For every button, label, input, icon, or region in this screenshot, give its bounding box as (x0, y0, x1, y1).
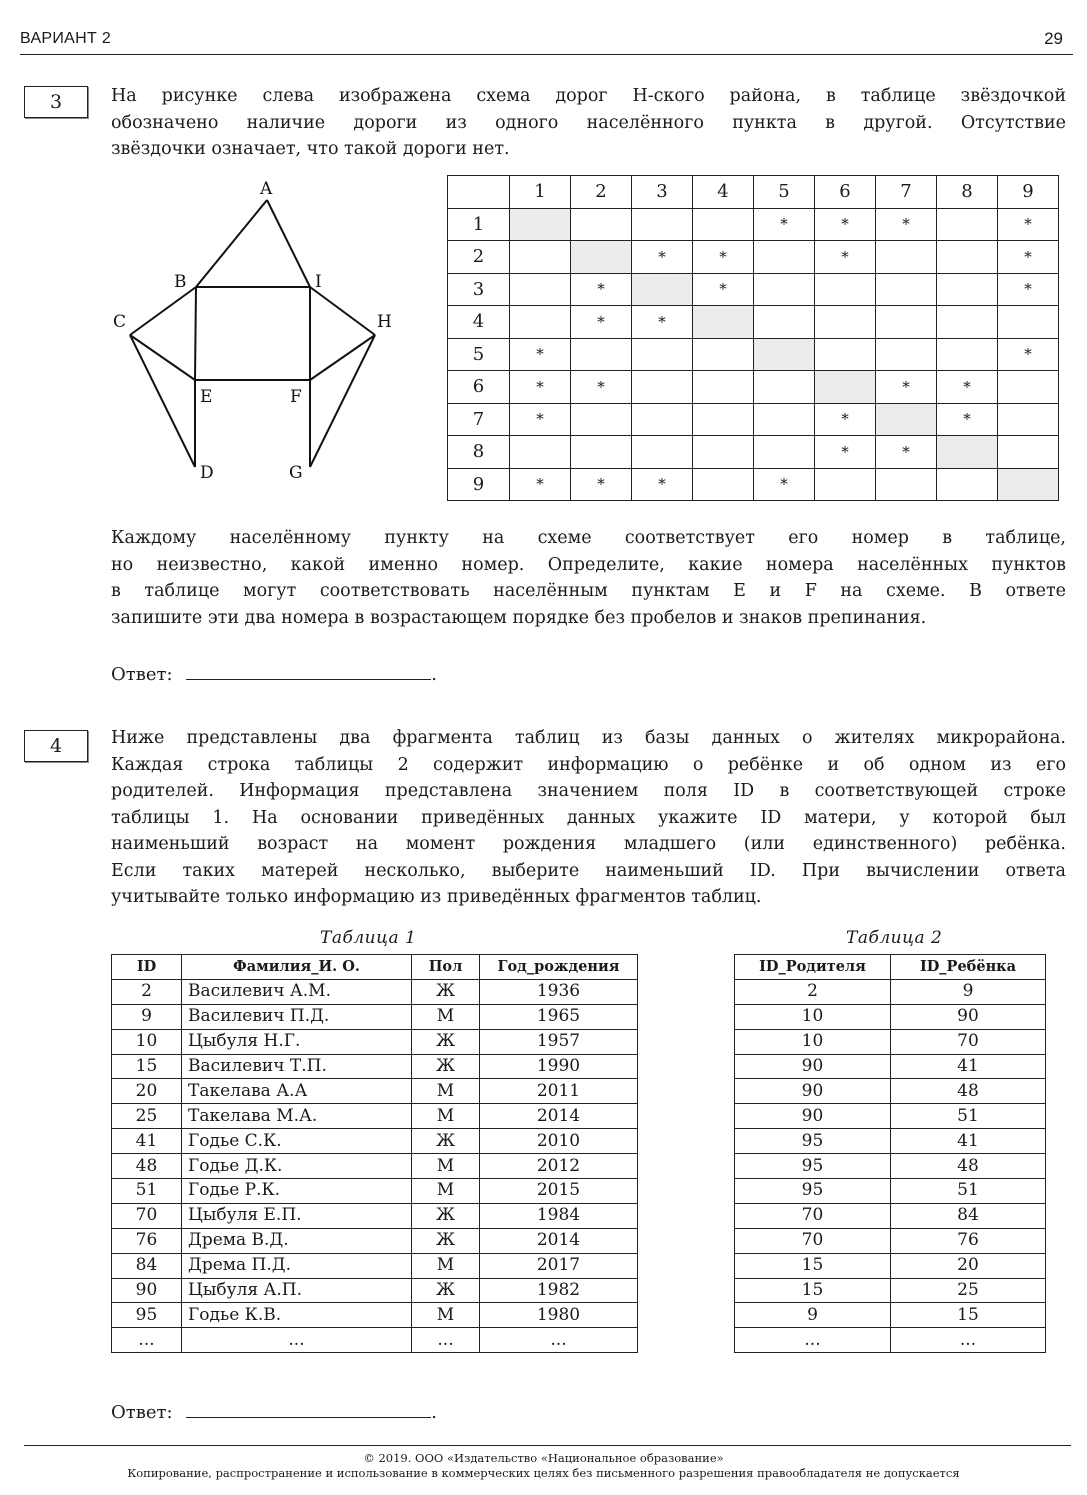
table-1-cell: М (412, 1104, 480, 1129)
task-4-text-line: Ниже представлены два фрагмента таблиц из базы данных о жителях микрорайона. (111, 728, 1066, 748)
table-2-cell: 95 (735, 1129, 891, 1154)
task-4-answer-field[interactable] (186, 1403, 431, 1418)
table-2-cell: 90 (891, 1004, 1046, 1029)
adjacency-cell: * (510, 338, 571, 371)
table-1-cell: 51 (112, 1179, 182, 1204)
table-2-cell: 41 (891, 1054, 1046, 1079)
adjacency-cell: * (815, 436, 876, 469)
table-1-cell: Такелава А.А (182, 1079, 412, 1104)
adjacency-row-header: 8 (448, 436, 510, 469)
table-1-row (112, 1154, 638, 1179)
table-2-cell: 41 (891, 1129, 1046, 1154)
adjacency-cell (693, 468, 754, 501)
road-edges (130, 200, 375, 467)
road-C-E (130, 335, 195, 380)
adjacency-diagonal-cell (510, 208, 571, 241)
adjacency-cell (510, 306, 571, 339)
table-2-cell: 9 (735, 1303, 891, 1328)
table-1-cell: ... (112, 1328, 182, 1353)
adjacency-cell (876, 468, 937, 501)
adjacency-cell (510, 273, 571, 306)
road-I-H (310, 287, 375, 335)
node-label-I: I (315, 272, 322, 292)
adjacency-cell (571, 436, 632, 469)
variant-label: ВАРИАНТ 2 (20, 30, 112, 47)
task-4-answer-period: . (431, 1402, 437, 1423)
table-1-cell: М (412, 1154, 480, 1179)
table-1-cell: 9 (112, 1004, 182, 1029)
table-1-cell: 76 (112, 1228, 182, 1253)
table-2-row (735, 1328, 1046, 1353)
table-1-cell: 1957 (480, 1029, 638, 1054)
task-3-intro-line: звёздочки означает, что такой дороги нет. (111, 139, 510, 159)
adjacency-row (448, 208, 1059, 241)
adjacency-diagonal-cell (754, 338, 815, 371)
table-1-cell: 25 (112, 1104, 182, 1129)
table-2-cell: 48 (891, 1154, 1046, 1179)
task-3-intro-line: На рисунке слева изображена схема дорог Н-ского района, в таблице звёздочкой (111, 86, 1066, 106)
table-1-row (112, 1004, 638, 1029)
adjacency-cell (876, 338, 937, 371)
table-1-cell: 1980 (480, 1303, 638, 1328)
task-3-number-box (24, 86, 88, 118)
task-4-text (111, 725, 1066, 911)
adjacency-row (448, 371, 1059, 404)
table-1-cell: 84 (112, 1253, 182, 1278)
table-1-row (112, 1253, 638, 1278)
table-2-row (735, 1179, 1046, 1204)
adjacency-cell: * (571, 468, 632, 501)
task-3-answer-row (111, 664, 437, 685)
adjacency-cell (876, 241, 937, 274)
table-2-row (735, 1154, 1046, 1179)
adjacency-cell (632, 436, 693, 469)
table-1-cell: 15 (112, 1054, 182, 1079)
adjacency-row-header: 7 (448, 403, 510, 436)
adjacency-diagonal-cell (693, 306, 754, 339)
adjacency-cell: * (510, 403, 571, 436)
adjacency-corner-cell (448, 176, 510, 209)
road-B-E (195, 287, 196, 380)
table-1-cell: 90 (112, 1278, 182, 1303)
adjacency-cell: * (998, 273, 1059, 306)
adjacency-row (448, 468, 1059, 501)
table-1-cell: 95 (112, 1303, 182, 1328)
table-2-row (735, 1104, 1046, 1129)
table-2-cell: 95 (735, 1154, 891, 1179)
adjacency-diagonal-cell (571, 241, 632, 274)
table-2-cell: 10 (735, 1029, 891, 1054)
table-1-cell: Цыбуля А.П. (182, 1278, 412, 1303)
adjacency-cell: * (632, 468, 693, 501)
task-3-question-line: но неизвестно, какой именно номер. Определите, какие номера населённых пунктов (111, 554, 1066, 575)
adjacency-cell: * (571, 273, 632, 306)
adjacency-cell (632, 338, 693, 371)
task-3-intro-line: обозначено наличие дороги из одного населённого пункта в другой. Отсутствие (111, 112, 1066, 133)
adjacency-cell: * (754, 468, 815, 501)
table-2-row (735, 1253, 1046, 1278)
table-2-cell: 15 (735, 1253, 891, 1278)
table-1-cell: 1982 (480, 1278, 638, 1303)
adjacency-column-header: 6 (815, 176, 876, 209)
node-label-E: E (200, 387, 213, 407)
adjacency-column-header: 4 (693, 176, 754, 209)
table-1-cell: М (412, 1179, 480, 1204)
adjacency-cell: * (998, 208, 1059, 241)
table-1-cell: Ж (412, 1278, 480, 1303)
adjacency-cell (815, 338, 876, 371)
table-1-header-row (112, 955, 638, 980)
table-1-cell: 48 (112, 1154, 182, 1179)
table-1-cell: Ж (412, 1054, 480, 1079)
adjacency-cell: * (815, 241, 876, 274)
table-1-cell: 2012 (480, 1154, 638, 1179)
table-1-row (112, 1203, 638, 1228)
task-3-question-line: в таблице могут соответствовать населённым пунктам E и F на схеме. В ответе (111, 581, 1066, 601)
node-label-D: D (200, 463, 214, 483)
table-2-cell: 70 (891, 1029, 1046, 1054)
table-1-cell: 1984 (480, 1203, 638, 1228)
table-1-cell: 20 (112, 1079, 182, 1104)
adjacency-cell (998, 436, 1059, 469)
table-2-row (735, 1228, 1046, 1253)
adjacency-cell (754, 306, 815, 339)
adjacency-cell (998, 306, 1059, 339)
task-4-text-line: учитывайте только информацию из приведённых фрагментов таблиц. (111, 887, 762, 907)
adjacency-cell: * (876, 436, 937, 469)
adjacency-row (448, 338, 1059, 371)
table-1-cell: 2 (112, 979, 182, 1004)
table-1-cell: 2010 (480, 1129, 638, 1154)
table-1-cell: 2011 (480, 1079, 638, 1104)
table-1-cell: Цыбуля Н.Г. (182, 1029, 412, 1054)
task-3-answer-label: Ответ: (111, 664, 173, 685)
table-1-cell: Дрема П.Д. (182, 1253, 412, 1278)
table-1-cell: 2014 (480, 1104, 638, 1129)
table-1 (111, 954, 638, 1353)
table-1-cell: Ж (412, 979, 480, 1004)
table-1-cell: 41 (112, 1129, 182, 1154)
table-2 (734, 954, 1046, 1353)
table-2-cell: 90 (735, 1079, 891, 1104)
adjacency-cell (571, 338, 632, 371)
node-label-C: C (113, 312, 127, 332)
table-2-row (735, 1004, 1046, 1029)
table-2-cell: 70 (735, 1203, 891, 1228)
road-H-G (310, 335, 375, 467)
adjacency-cell (937, 306, 998, 339)
adjacency-diagonal-cell (998, 468, 1059, 501)
table-1-row (112, 1278, 638, 1303)
task-3-question (111, 525, 1066, 631)
adjacency-row-header: 2 (448, 241, 510, 274)
footer-copyright: © 2019. ООО «Издательство «Национальное образование» (363, 1451, 724, 1465)
adjacency-cell: * (754, 208, 815, 241)
adjacency-row-header: 3 (448, 273, 510, 306)
adjacency-row-header: 4 (448, 306, 510, 339)
adjacency-table (447, 175, 1059, 501)
adjacency-cell (510, 241, 571, 274)
table-1-cell: М (412, 1004, 480, 1029)
adjacency-row (448, 403, 1059, 436)
task-3-answer-period: . (431, 664, 437, 685)
road-node-labels (113, 179, 392, 483)
adjacency-cell (632, 208, 693, 241)
adjacency-cell (937, 468, 998, 501)
task-4-number: 4 (49, 735, 63, 757)
adjacency-diagonal-cell (632, 273, 693, 306)
table-2-cell: 10 (735, 1004, 891, 1029)
table-1-cell: М (412, 1303, 480, 1328)
adjacency-cell: * (815, 208, 876, 241)
task-4-number-box (24, 730, 88, 762)
table-2-caption: Таблица 2 (846, 928, 943, 948)
adjacency-cell (693, 436, 754, 469)
table-1-cell: 10 (112, 1029, 182, 1054)
adjacency-cell: * (937, 403, 998, 436)
adjacency-cell (876, 273, 937, 306)
table-2-cell: 90 (735, 1104, 891, 1129)
adjacency-column-header: 8 (937, 176, 998, 209)
adjacency-cell: * (632, 241, 693, 274)
adjacency-cell: * (937, 371, 998, 404)
road-B-C (130, 287, 196, 335)
table-2-cell: 48 (891, 1079, 1046, 1104)
table-2-cell: 20 (891, 1253, 1046, 1278)
adjacency-row (448, 273, 1059, 306)
table-2-row (735, 1278, 1046, 1303)
adjacency-cell: * (815, 403, 876, 436)
adjacency-cell (571, 403, 632, 436)
adjacency-column-header: 7 (876, 176, 937, 209)
adjacency-cell (693, 371, 754, 404)
table-1-column-header: Пол (412, 955, 480, 980)
adjacency-cell: * (510, 371, 571, 404)
table-1-cell: ... (412, 1328, 480, 1353)
table-2-cell: 95 (735, 1179, 891, 1204)
table-1-cell: Цыбуля Е.П. (182, 1203, 412, 1228)
adjacency-cell (754, 273, 815, 306)
table-1-cell: Ж (412, 1029, 480, 1054)
adjacency-cell (632, 371, 693, 404)
adjacency-cell (876, 306, 937, 339)
adjacency-cell: * (876, 208, 937, 241)
adjacency-cell (754, 403, 815, 436)
table-2-column-header: ID_Родителя (735, 955, 891, 980)
table-1-cell: Дрема В.Д. (182, 1228, 412, 1253)
adjacency-cell (998, 371, 1059, 404)
adjacency-cell (937, 273, 998, 306)
table-1-cell: 1936 (480, 979, 638, 1004)
table-1-cell: Годье К.В. (182, 1303, 412, 1328)
table-1-cell: 1990 (480, 1054, 638, 1079)
node-label-A: A (260, 179, 273, 199)
table-2-cell: 15 (735, 1278, 891, 1303)
table-1-cell: Ж (412, 1228, 480, 1253)
table-2-cell: 51 (891, 1179, 1046, 1204)
table-2-cell: 84 (891, 1203, 1046, 1228)
table-1-column-header: ID (112, 955, 182, 980)
task-3-number: 3 (49, 91, 63, 113)
table-2-row (735, 1054, 1046, 1079)
table-1-column-header: Год_рождения (480, 955, 638, 980)
adjacency-cell (754, 371, 815, 404)
adjacency-cell (693, 403, 754, 436)
page-number: 29 (1044, 29, 1063, 48)
adjacency-cell (693, 208, 754, 241)
road-A-I (267, 200, 310, 287)
table-1-row (112, 979, 638, 1004)
table-1-cell: Такелава М.А. (182, 1104, 412, 1129)
adjacency-header-row (448, 176, 1059, 209)
task-4-text-line: родителей. Информация представлена значением поля ID в соответствующей строке (111, 781, 1066, 801)
adjacency-row-header: 6 (448, 371, 510, 404)
task-4-answer-label: Ответ: (111, 1402, 173, 1423)
adjacency-cell (815, 468, 876, 501)
table-1-cell: ... (480, 1328, 638, 1353)
table-2-cell: 90 (735, 1054, 891, 1079)
table-2-cell: ... (891, 1328, 1046, 1353)
node-label-B: B (174, 272, 187, 292)
road-A-B (196, 200, 267, 287)
adjacency-cell: * (510, 468, 571, 501)
adjacency-diagonal-cell (937, 436, 998, 469)
table-1-row (112, 1029, 638, 1054)
table-1-cell: 70 (112, 1203, 182, 1228)
road-F-H (310, 335, 375, 380)
adjacency-cell (815, 306, 876, 339)
table-2-row (735, 1203, 1046, 1228)
table-2-column-header: ID_Ребёнка (891, 955, 1046, 980)
footer-divider (24, 1445, 1071, 1446)
adjacency-cell: * (876, 371, 937, 404)
table-2-row (735, 979, 1046, 1004)
adjacency-cell: * (998, 338, 1059, 371)
adjacency-cell: * (693, 241, 754, 274)
adjacency-cell (632, 403, 693, 436)
table-2-row (735, 1129, 1046, 1154)
table-1-row (112, 1303, 638, 1328)
adjacency-cell (937, 338, 998, 371)
table-1-row (112, 1079, 638, 1104)
adjacency-cell (754, 436, 815, 469)
table-1-cell: М (412, 1253, 480, 1278)
task-4-text-line: наименьший возраст на момент рождения младшего (или единственного) ребёнка. (111, 834, 1066, 854)
adjacency-column-header: 2 (571, 176, 632, 209)
node-label-F: F (290, 387, 302, 407)
table-1-column-header: Фамилия_И. О. (182, 955, 412, 980)
footer-notice: Копирование, распространение и использование в коммерческих целях без письменного разрешения правообладателя не допускается (127, 1466, 960, 1480)
task-3-question-line: Каждому населённому пункту на схеме соответствует его номер в таблице, (111, 528, 1066, 548)
task-4-text-line: таблицы 1. На основании приведённых данных укажите ID матери, у которой был (111, 807, 1066, 828)
adjacency-cell (998, 403, 1059, 436)
header-divider (20, 54, 1073, 55)
table-1-row (112, 1328, 638, 1353)
table-1-cell: 2014 (480, 1228, 638, 1253)
adjacency-cell: * (571, 371, 632, 404)
adjacency-cell: * (571, 306, 632, 339)
table-1-cell: М (412, 1079, 480, 1104)
adjacency-column-header: 9 (998, 176, 1059, 209)
table-1-cell: Годье Р.К. (182, 1179, 412, 1204)
adjacency-cell: * (693, 273, 754, 306)
table-1-cell: 2017 (480, 1253, 638, 1278)
adjacency-cell (815, 273, 876, 306)
adjacency-cell: * (632, 306, 693, 339)
table-1-cell: Годье Д.К. (182, 1154, 412, 1179)
task-4-text-line: Каждая строка таблицы 2 содержит информацию о ребёнке и об одном из его (111, 754, 1066, 775)
task-4-answer-row (111, 1402, 437, 1423)
table-1-cell: Василевич А.М. (182, 979, 412, 1004)
table-2-cell: 2 (735, 979, 891, 1004)
table-1-cell: Василевич Т.П. (182, 1054, 412, 1079)
adjacency-diagonal-cell (876, 403, 937, 436)
adjacency-row (448, 306, 1059, 339)
task-3-question-line: запишите эти два номера в возрастающем порядке без пробелов и знаков препинания. (111, 607, 927, 628)
road-scheme-diagram (100, 170, 420, 490)
table-2-cell: 51 (891, 1104, 1046, 1129)
table-2-row (735, 1079, 1046, 1104)
table-1-row (112, 1228, 638, 1253)
adjacency-diagonal-cell (815, 371, 876, 404)
adjacency-cell (937, 208, 998, 241)
adjacency-cell (510, 436, 571, 469)
adjacency-cell: * (998, 241, 1059, 274)
table-2-cell: ... (735, 1328, 891, 1353)
task-4-text-line: Если таких матерей несколько, выберите наименьший ID. При вычислении ответа (111, 860, 1066, 881)
table-1-cell: Василевич П.Д. (182, 1004, 412, 1029)
table-2-cell: 15 (891, 1303, 1046, 1328)
road-C-D (130, 335, 195, 467)
table-1-cell: ... (182, 1328, 412, 1353)
table-2-cell: 70 (735, 1228, 891, 1253)
table-2-row (735, 1303, 1046, 1328)
node-label-H: H (377, 312, 392, 332)
table-2-cell: 76 (891, 1228, 1046, 1253)
adjacency-column-header: 1 (510, 176, 571, 209)
adjacency-column-header: 5 (754, 176, 815, 209)
table-2-row (735, 1029, 1046, 1054)
node-label-G: G (289, 463, 303, 483)
task-3-answer-field[interactable] (186, 665, 431, 680)
table-1-cell: 1965 (480, 1004, 638, 1029)
adjacency-cell (754, 241, 815, 274)
adjacency-column-header: 3 (632, 176, 693, 209)
table-1-cell: Годье С.К. (182, 1129, 412, 1154)
table-1-row (112, 1129, 638, 1154)
table-1-cell: Ж (412, 1129, 480, 1154)
table-1-row (112, 1179, 638, 1204)
task-3-intro (111, 83, 1066, 163)
adjacency-row-header: 9 (448, 468, 510, 501)
table-1-row (112, 1104, 638, 1129)
table-1-caption: Таблица 1 (320, 928, 417, 948)
adjacency-cell (571, 208, 632, 241)
table-2-cell: 9 (891, 979, 1046, 1004)
adjacency-row (448, 241, 1059, 274)
adjacency-cell (693, 338, 754, 371)
table-1-cell: Ж (412, 1203, 480, 1228)
table-2-cell: 25 (891, 1278, 1046, 1303)
table-1-row (112, 1054, 638, 1079)
adjacency-row (448, 436, 1059, 469)
adjacency-cell (937, 241, 998, 274)
adjacency-row-header: 5 (448, 338, 510, 371)
table-2-header-row (735, 955, 1046, 980)
adjacency-row-header: 1 (448, 208, 510, 241)
table-1-cell: 2015 (480, 1179, 638, 1204)
